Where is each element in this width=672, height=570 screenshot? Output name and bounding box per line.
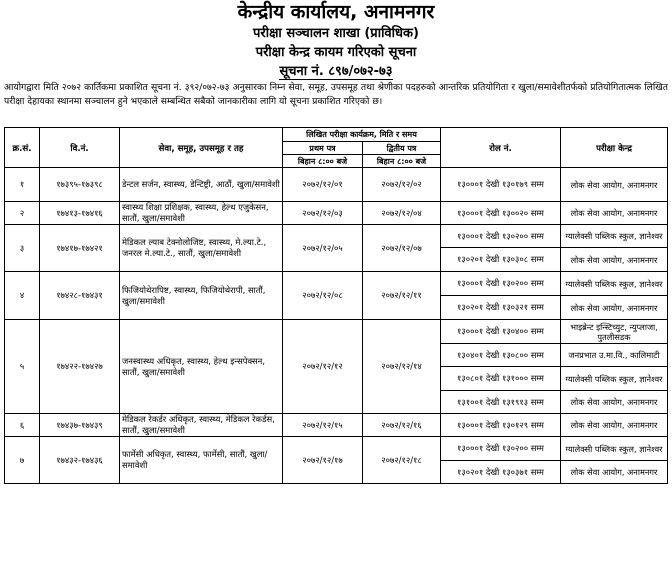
cell-ad-no: १७४२८-१७४३१ bbox=[40, 272, 120, 320]
cell-exam-center: ग्यालेक्सी पब्लिक स्कुल, ज्ञानेश्वर bbox=[561, 225, 668, 248]
cell-roll-range: १३०२०१ देखी १३०३७१ सम्म bbox=[441, 461, 561, 484]
cell-paper-1-date: २०७२/१२/०८ bbox=[283, 272, 363, 320]
header-roll: रोल नं. bbox=[441, 128, 561, 168]
cell-ad-no: १७४३७-१७४३९ bbox=[40, 414, 120, 437]
cell-paper-1-date: २०७२/१२/१२ bbox=[283, 320, 363, 414]
cell-exam-center: लोक सेवा आयोग, अनामनगर bbox=[561, 461, 668, 484]
table-body bbox=[5, 168, 668, 484]
cell-roll-range: १३०००१ देखी १३०२०० सम्म bbox=[441, 272, 561, 296]
cell-roll-range: १३०४०१ देखी १३०८०० सम्म bbox=[441, 344, 561, 367]
cell-roll-range: १३०००१ देखी १३०२०० सम्म bbox=[441, 437, 561, 461]
cell-exam-center: लोक सेवा आयोग, अनामनगर bbox=[561, 168, 668, 202]
cell-paper-1-date: २०७२/१२/१७ bbox=[283, 437, 363, 484]
cell-paper-1-date: २०७२/१२/०१ bbox=[283, 168, 363, 202]
cell-paper-2-date: २०७२/१२/०४ bbox=[363, 202, 441, 225]
cell-paper-2-date: २०७२/१२/१४ bbox=[363, 320, 441, 414]
cell-ad-no: १७३९५-१७३९८ bbox=[40, 168, 120, 202]
header-center: परीक्षा केन्द्र bbox=[561, 128, 668, 168]
cell-service: मेडिकल रेकर्डर अधिकृत, स्वास्थ्य, मेडिकल रेकर्डस, सातौं, खुला/समावेशी bbox=[120, 414, 283, 437]
header-paper-1: प्रथम पत्र bbox=[283, 142, 363, 155]
table-row bbox=[5, 272, 668, 296]
cell-paper-1-date: २०७२/१२/१५ bbox=[283, 414, 363, 437]
cell-roll-range: १३०००१ देखी १३०१२९ सम्म bbox=[441, 414, 561, 437]
exam-schedule-table bbox=[4, 127, 668, 484]
cell-service: स्वास्थ्य शिक्षा प्रशिक्षक, स्वास्थ्य, हेल्थ एजुकेसन, सातौं, खुला/समावेशी bbox=[120, 202, 283, 225]
cell-exam-center: लोक सेवा आयोग, अनामनगर bbox=[561, 414, 668, 437]
cell-exam-center: ग्यालेक्सी पब्लिक स्कुल, ज्ञानेश्वर bbox=[561, 272, 668, 296]
header-service: सेवा, समूह, उपसमूह र तह bbox=[120, 128, 283, 168]
cell-service: जनस्वास्थ्य अधिकृत, स्वास्थ्य, हेल्थ इन्सपेक्सन, सातौं, खुला/समावेशी bbox=[120, 320, 283, 414]
cell-paper-2-date: २०७२/१२/११ bbox=[363, 272, 441, 320]
cell-sn: ४ bbox=[5, 272, 40, 320]
cell-sn: ७ bbox=[5, 437, 40, 484]
table-row bbox=[5, 202, 668, 225]
cell-roll-range: १३०२०१ देखी १३०३०८ सम्म bbox=[441, 248, 561, 272]
cell-paper-1-date: २०७२/१२/०५ bbox=[283, 225, 363, 272]
cell-sn: ३ bbox=[5, 225, 40, 272]
header-schedule: लिखित परीक्षा कार्यक्रम, मिति र समय bbox=[283, 128, 441, 142]
cell-roll-range: १३०२०१ देखी १३०३२१ सम्म bbox=[441, 296, 561, 320]
cell-service: फिजियोथेरापिष्ट, स्वास्थ्य, फिजियोथेरापी, सातौं, खुला/समावेशी bbox=[120, 272, 283, 320]
cell-ad-no: १७४१३-१७४१६ bbox=[40, 202, 120, 225]
cell-paper-2-date: २०७२/१२/०७ bbox=[363, 225, 441, 272]
table-row bbox=[5, 225, 668, 248]
table-row bbox=[5, 320, 668, 344]
cell-service: फार्मेसी अधिकृत, स्वास्थ्य, फार्मेसी, सातौं, खुला/समावेशी bbox=[120, 437, 283, 484]
cell-roll-range: १३०००१ देखी १३०२०० सम्म bbox=[441, 225, 561, 248]
cell-paper-2-date: २०७२/१२/१६ bbox=[363, 414, 441, 437]
table-row bbox=[5, 414, 668, 437]
notice-title: परीक्षा केन्द्र कायम गरिएको सूचना bbox=[255, 45, 417, 60]
office-title: केन्द्रीय कार्यालय, अनामनगर bbox=[237, 1, 435, 23]
cell-sn: १ bbox=[5, 168, 40, 202]
cell-sn: ५ bbox=[5, 320, 40, 414]
cell-exam-center: लोक सेवा आयोग, अनामनगर bbox=[561, 248, 668, 272]
cell-paper-2-date: २०७२/१२/०२ bbox=[363, 168, 441, 202]
table-row bbox=[5, 168, 668, 202]
header-paper-2: द्वितीय पत्र bbox=[363, 142, 441, 155]
header-time-1: बिहान ८:०० बजे bbox=[283, 155, 363, 168]
cell-sn: २ bbox=[5, 202, 40, 225]
cell-roll-range: १३०८०१ देखी १३१००० सम्म bbox=[441, 367, 561, 391]
cell-exam-center: ग्यालेक्सी पब्लिक स्कुल, ज्ञानेश्वर bbox=[561, 437, 668, 461]
header-sn: क्र.सं. bbox=[5, 128, 40, 168]
cell-roll-range: १३०००१ देखी १३०४०० सम्म bbox=[441, 320, 561, 344]
cell-exam-center: भाइब्रेन्ट इन्स्टिच्युट, न्युप्लाजा, पुतलीसडक bbox=[561, 320, 668, 344]
cell-paper-1-date: २०७२/१२/०३ bbox=[283, 202, 363, 225]
cell-exam-center: लोक सेवा आयोग, अनामनगर bbox=[561, 202, 668, 225]
branch-title: परीक्षा सञ्चालन शाखा (प्राविधिक) bbox=[253, 26, 419, 41]
cell-exam-center: ग्यालेक्सी पब्लिक स्कुल, ज्ञानेश्वर bbox=[561, 367, 668, 391]
cell-exam-center: जनप्रभात उ.मा.वि., कालिमाटी bbox=[561, 344, 668, 367]
cell-sn: ६ bbox=[5, 414, 40, 437]
cell-service: डेन्टल सर्जन, स्वास्थ्य, डेन्टिष्ट्री, आठौं, खुला/समावेशी bbox=[120, 168, 283, 202]
cell-ad-no: १७४३२-१७४३६ bbox=[40, 437, 120, 484]
header-ad-no: वि.नं. bbox=[40, 128, 120, 168]
notice-number bbox=[0, 63, 672, 80]
cell-ad-no: १७४१७-१७४२१ bbox=[40, 225, 120, 272]
cell-roll-range: १३१००१ देखी १३१९१३ सम्म bbox=[441, 391, 561, 414]
cell-roll-range: १३०००१ देखी १३०१७९ सम्म bbox=[441, 168, 561, 202]
cell-ad-no: १७४२२-१७४२७ bbox=[40, 320, 120, 414]
notice-number-text: सूचना नं. ८९७/०७२-७३ bbox=[279, 64, 393, 79]
cell-exam-center: लोक सेवा आयोग, अनामनगर bbox=[561, 296, 668, 320]
intro-paragraph: आयोगद्वारा मिति २०७२ कार्तिकमा प्रकाशित सूचना नं. ३९२/०७२-७३ अनुसारका निम्न सेवा, समूह, उपसमूह तथा श्रेणीका पदहरुको आन्तरिक प्रतियोगिता र खुला/समावेशीतर्फको प्रतियोगितात्मक लिखित परीक्षा देहायका स्थानमा सञ्चालन हुने भएकाले सम्बन्धित सबैको जानकारीका लागि यो सूचना प्रकाशित गरिएको छ। bbox=[4, 82, 668, 107]
cell-paper-2-date: २०७२/१२/१८ bbox=[363, 437, 441, 484]
cell-exam-center: लोक सेवा आयोग, अनामनगर bbox=[561, 391, 668, 414]
cell-service: मेडिकल ल्याब टेक्नोलोजिष्ट, स्वास्थ्य, मे.ल्या.टे., जनरल मे.ल्या.टे., सातौं, खुला/समावेशी bbox=[120, 225, 283, 272]
header-time-2: बिहान ८:०० बजे bbox=[363, 155, 441, 168]
cell-roll-range: १३०००१ देखी १३००२० सम्म bbox=[441, 202, 561, 225]
table-row bbox=[5, 437, 668, 461]
